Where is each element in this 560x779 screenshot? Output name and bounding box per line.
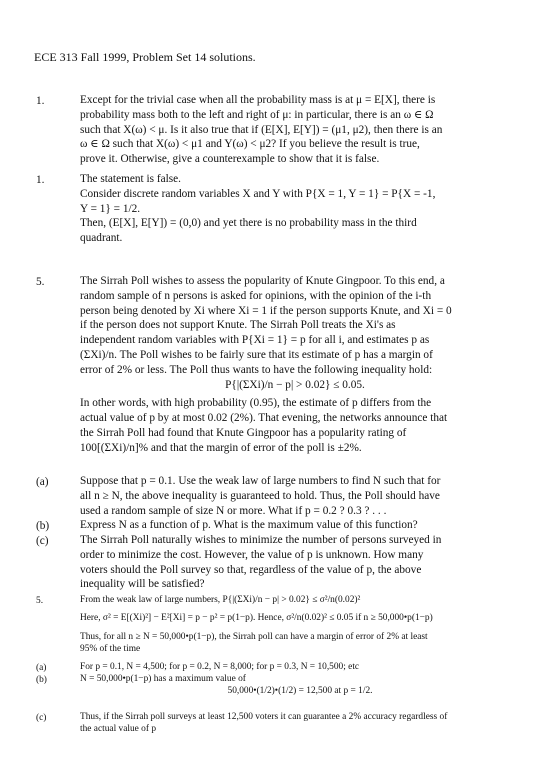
solution-1-line: Then, (E[X], E[Y]) = (0,0) and yet there is no probability mass in the third xyxy=(80,217,417,230)
problem-5-line: independent random variables with P{Xi = 1} = p for all i, and estimates p as xyxy=(80,334,430,347)
problem-1-line: probability mass both to the left and right of μ: in particular, there is an ω ∈ Ω xyxy=(80,108,434,121)
problem-5-line: The Sirrah Poll wishes to assess the popularity of Knute Gingpoor. To this end, a xyxy=(80,275,445,287)
problem-5-line: (ΣXi)/n. The Poll wishes to be fairly sure that its estimate of p has a margin of xyxy=(80,348,433,361)
part-c-line: The Sirrah Poll naturally wishes to minimize the number of persons surveyed in xyxy=(80,534,442,546)
problem-5-line: In other words, with high probability (0.95), the estimate of p differs from the xyxy=(80,397,432,410)
problem-5-line: random sample of n persons is asked for opinions, with the opinion of the i-th xyxy=(80,289,432,302)
problem-5-number: 5. xyxy=(36,276,45,288)
problem-1-line: such that X(ω) < μ. Is it also true that if (E[X], E[Y]) = (μ1, μ2), then there is an xyxy=(80,123,443,136)
problem-1-number: 1. xyxy=(36,95,45,107)
solution-5-line: Here, σ² = E[(Xi)²] − E²[Xi] = p − p² = p(1−p). Hence, σ²/n(0.02)² ≤ 0.05 if n ≥ 50,000•p(1−p) xyxy=(80,613,433,624)
part-a-label: (a) xyxy=(36,476,49,488)
part-a-text xyxy=(80,474,510,518)
solution-1-line: Consider discrete random variables X and Y with P{X = 1, Y = 1} = P{X = -1, xyxy=(80,187,436,200)
problem-5-line: 100[(ΣXi)/n]% and that the margin of error of the poll is ±2%. xyxy=(80,441,362,454)
part-c-line: order to minimize the cost. However, the value of p is unknown. How many xyxy=(80,548,424,561)
solution-a-label: (a) xyxy=(36,663,47,673)
solution-1-line: The statement is false. xyxy=(80,173,182,185)
part-a-line: all n ≥ N, the above inequality is guaranteed to hold. Thus, the Poll should have xyxy=(80,489,440,502)
document-header: ECE 313 Fall 1999, Problem Set 14 solutions. xyxy=(34,50,256,64)
solution-b-label: (b) xyxy=(36,675,47,685)
part-b-label: (b) xyxy=(36,520,50,532)
part-c-text xyxy=(80,533,510,592)
solution-c-text xyxy=(80,711,520,736)
problem-5-line: person being denoted by Xi where Xi = 1 if the person supports Knute, and Xi = 0 xyxy=(80,304,452,317)
solution-c-line: the actual value of p xyxy=(80,724,157,735)
problem-1-line: prove it. Otherwise, give a counterexample to show that it is false. xyxy=(80,153,380,166)
solution-a-text xyxy=(80,661,520,673)
solution-1-number: 1. xyxy=(36,174,45,186)
solution-b-text xyxy=(80,673,520,698)
part-a-line: used a random sample of size N or more. What if p = 0.2 ? 0.3 ? . . . xyxy=(80,504,387,517)
solution-5-text xyxy=(80,594,520,656)
part-b-line: Express N as a function of p. What is the maximum value of this function? xyxy=(80,519,418,531)
problem-1-line: Except for the trivial case when all the probability mass is at μ = E[X], there is xyxy=(80,94,436,106)
solution-5-line: From the weak law of large numbers, P{|(ΣXi)/n − p| > 0.02} ≤ σ²/n(0.02)² xyxy=(80,595,361,605)
problem-1-line: ω ∈ Ω such that X(ω) < μ1 and Y(ω) < μ2? If you believe the result is true, xyxy=(80,138,420,151)
problem-1-text xyxy=(80,93,510,167)
part-a-line: Suppose that p = 0.1. Use the weak law of large numbers to find N such that for xyxy=(80,475,441,487)
solution-5-line: 95% of the time xyxy=(80,644,141,655)
solution-5-line: Thus, for all n ≥ N = 50,000•p(1−p), the Sirrah poll can have a margin of error of 2% at least xyxy=(80,631,428,642)
solution-b-formula: 50,000•(1/2)•(1/2) = 12,500 at p = 1/2. xyxy=(227,686,373,697)
solution-1-line: Y = 1} = 1/2. xyxy=(80,202,141,215)
solution-c-label: (c) xyxy=(36,713,47,723)
solution-c-line: Thus, if the Sirrah poll surveys at least 12,500 voters it can guarantee a 2% accuracy regardless of xyxy=(80,712,448,722)
solution-b-line: N = 50,000•p(1−p) has a maximum value of xyxy=(80,674,246,684)
problem-5-line: error of 2% or less. The Poll thus wants to have the following inequality hold: xyxy=(80,363,433,376)
inequality-formula: P{|(ΣXi)/n − p| > 0.02} ≤ 0.05. xyxy=(225,378,365,391)
part-c-label: (c) xyxy=(36,535,49,547)
problem-5-text xyxy=(80,274,510,456)
problem-5-line: if the person does not support Knute. The Sirrah Poll treats the Xi's as xyxy=(80,319,396,332)
problem-5-line: the Sirrah Poll had found that Knute Gingpoor has a popularity rating of xyxy=(80,426,407,439)
solution-1-text xyxy=(80,172,510,246)
part-b-text xyxy=(80,518,510,533)
part-c-line: voters should the Poll survey so that, regardless of the value of p, the above xyxy=(80,563,422,576)
part-c-line: inequality will be satisfied? xyxy=(80,578,205,591)
problem-5-line: actual value of p by at most 0.02 (2%). That evening, the networks announce that xyxy=(80,412,448,425)
solution-5-number: 5. xyxy=(36,596,44,606)
solution-a-line: For p = 0.1, N = 4,500; for p = 0.2, N = 8,000; for p = 0.3, N = 10,500; etc xyxy=(80,662,360,672)
solution-1-line: quadrant. xyxy=(80,232,123,245)
